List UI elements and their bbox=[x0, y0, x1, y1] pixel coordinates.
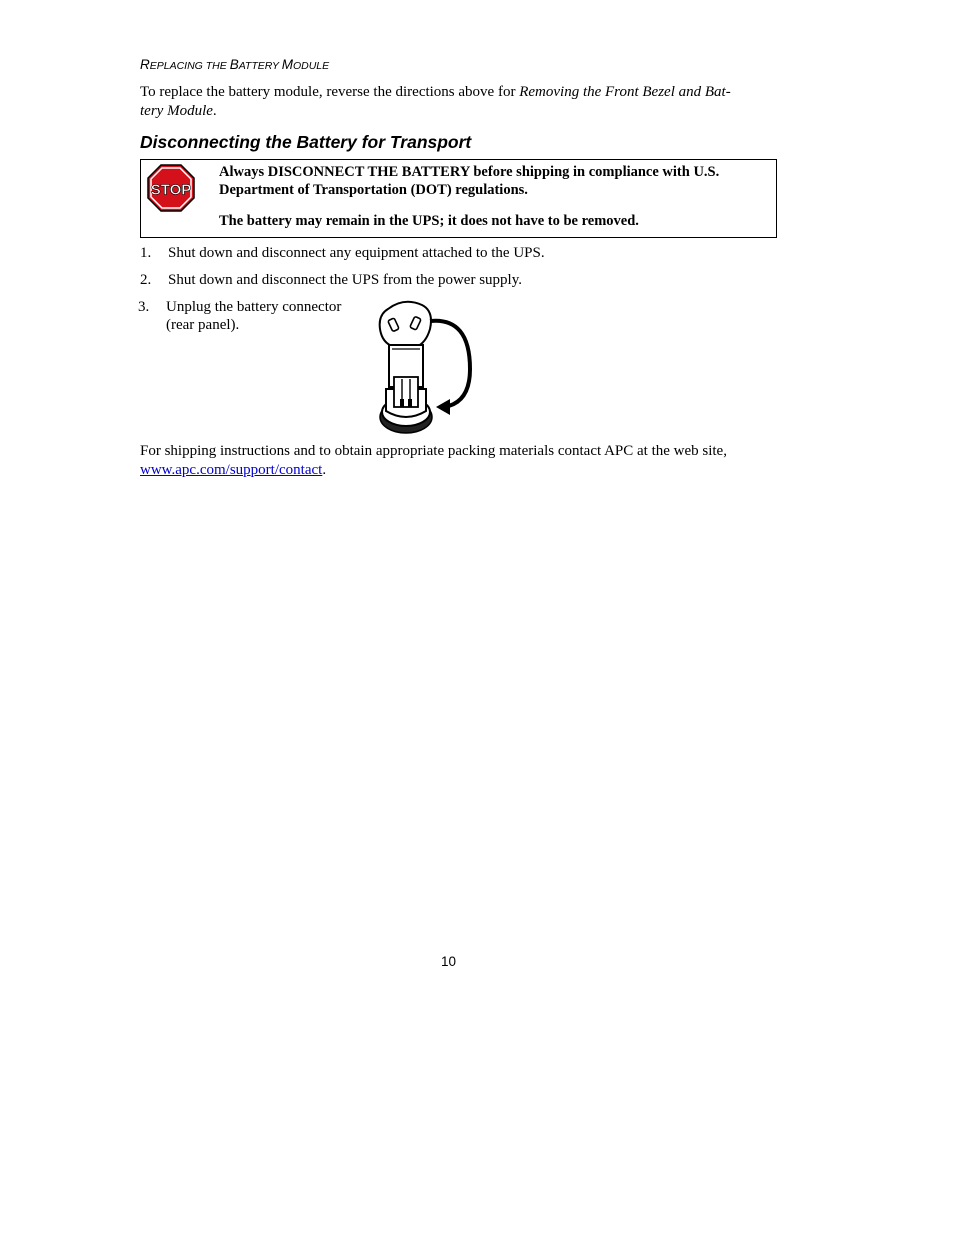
reference-title: Removing the Front Bezel and Bat- tery Module bbox=[140, 84, 731, 119]
shipping-paragraph: For shipping instructions and to obtain appropriate packing materials contact APC at the web site, www.apc.com/support/contact. bbox=[140, 443, 727, 478]
stop-sign-icon bbox=[147, 164, 195, 212]
support-link[interactable]: www.apc.com/support/contact bbox=[140, 461, 323, 478]
page-number: 10 bbox=[441, 954, 457, 969]
transport-heading: Disconnecting the Battery for Transport bbox=[140, 132, 472, 152]
step-number: 1. bbox=[140, 245, 152, 261]
list-item bbox=[140, 271, 522, 289]
step-number: 2. bbox=[140, 272, 152, 288]
warning-box bbox=[140, 159, 777, 238]
warning-line-1: Always DISCONNECT THE BATTERY before shipping in compliance with U.S. bbox=[219, 164, 720, 180]
step-text: Unplug the battery connector (rear panel). bbox=[166, 299, 342, 333]
battery-connector-illustration bbox=[372, 299, 480, 444]
section-subheading: REPLACING THE BATTERY MODULE bbox=[140, 57, 330, 72]
step-number: 3. bbox=[138, 299, 150, 315]
warning-line-2: Department of Transportation (DOT) regulations. bbox=[219, 182, 528, 198]
step-text: Shut down and disconnect the UPS from the power supply. bbox=[168, 272, 522, 288]
stop-sign-label: STOP bbox=[150, 181, 192, 199]
warning-line-3: The battery may remain in the UPS; it does not have to be removed. bbox=[219, 213, 639, 229]
list-item bbox=[138, 298, 342, 333]
replace-paragraph: To replace the battery module, reverse the directions above for Removing the Front Bezel and Bat- tery Module. bbox=[140, 84, 731, 119]
list-item bbox=[140, 244, 545, 262]
step-text: Shut down and disconnect any equipment attached to the UPS. bbox=[168, 245, 545, 261]
